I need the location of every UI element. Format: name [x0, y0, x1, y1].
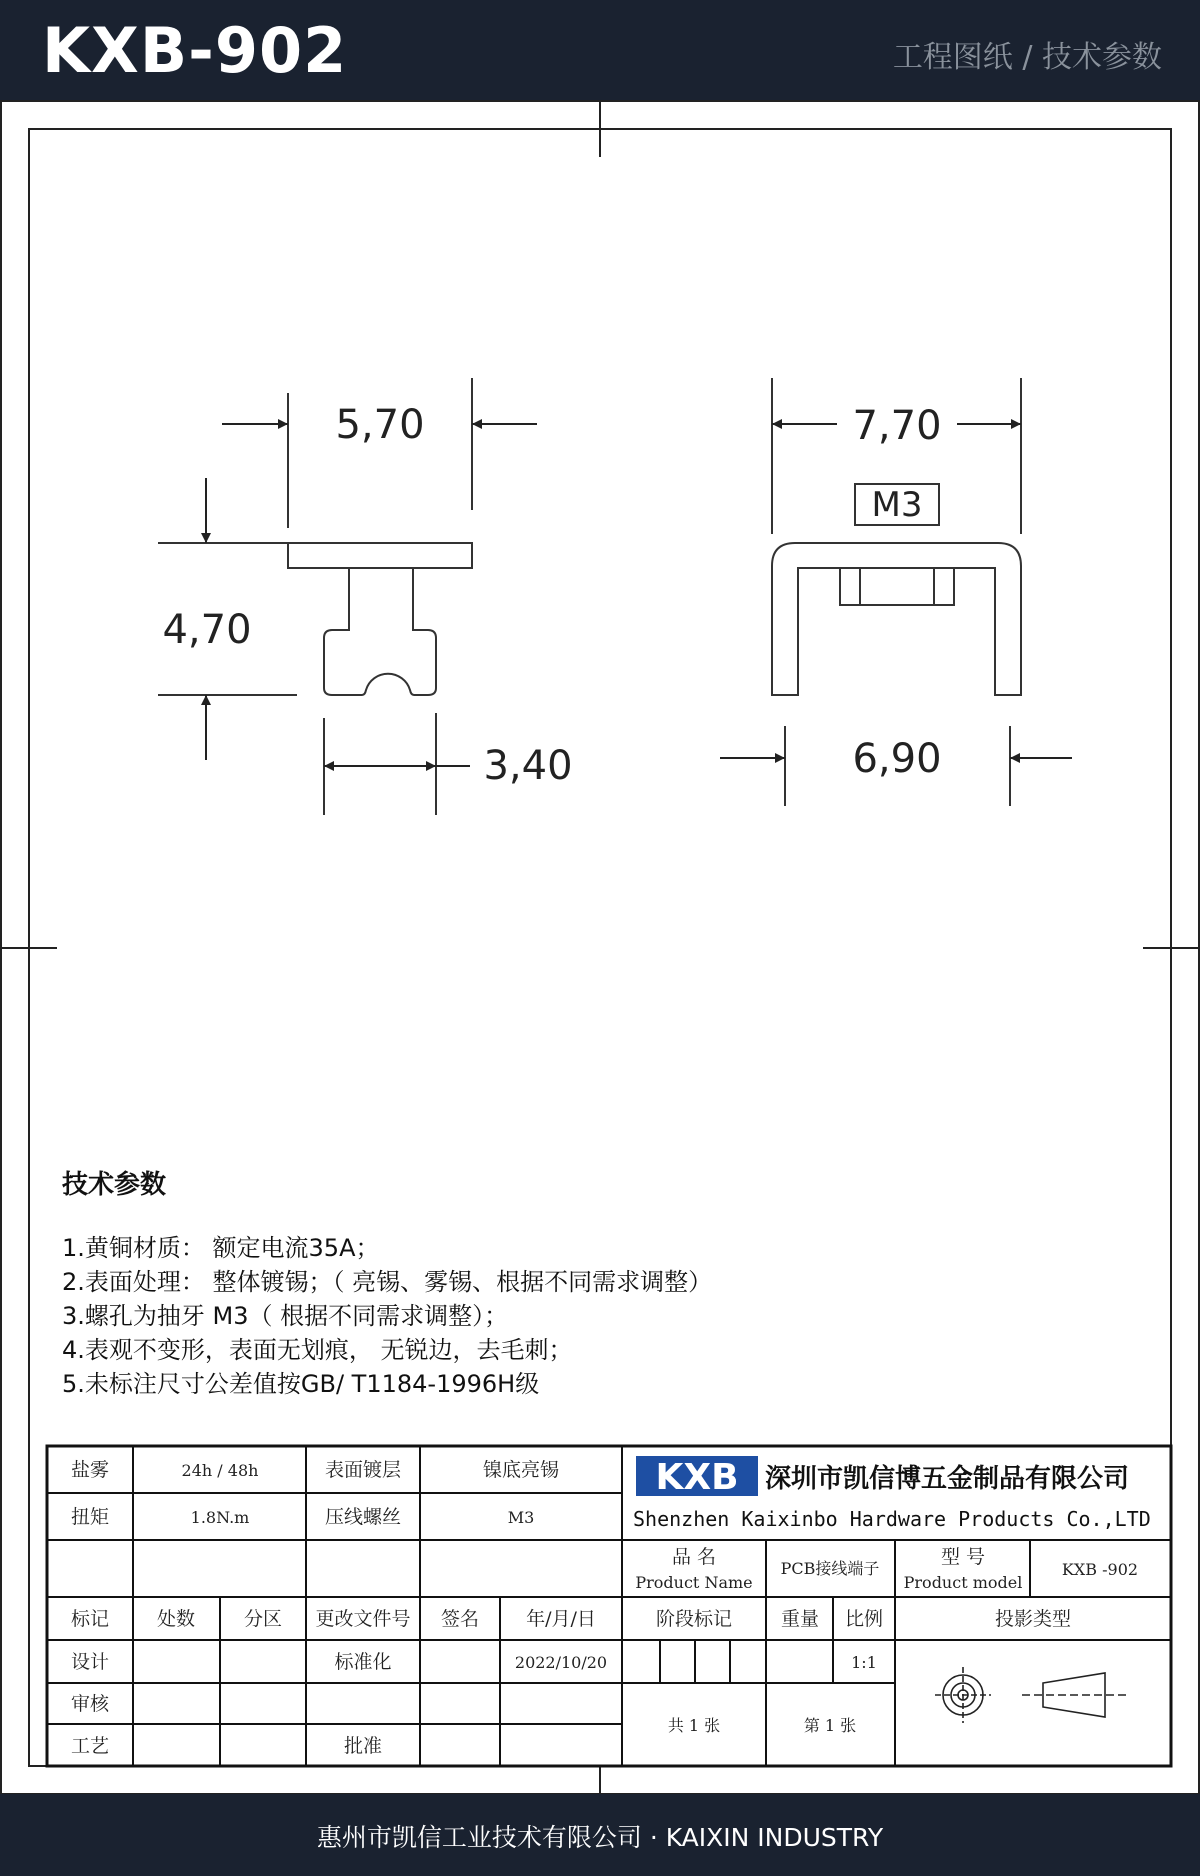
logo-text: KXB	[655, 1457, 739, 1498]
process-label: 工艺	[70, 1735, 110, 1757]
dim-inner-width: 6,90	[852, 736, 942, 782]
torque-value: 1.8N.m	[190, 1508, 250, 1527]
dim-outer-width: 7,70	[852, 403, 942, 449]
header-signature: 签名	[440, 1608, 480, 1630]
tech-param-line-5: 5.未标注尺寸公差值按GB/ T1184-1996H级	[62, 1370, 540, 1398]
screw-label: 压线螺丝	[324, 1506, 402, 1528]
tech-param-line-1: 1.黄铜材质： 额定电流35A；	[62, 1234, 380, 1262]
title-block	[47, 1446, 1171, 1766]
tech-params	[62, 1164, 1142, 1401]
tech-params-title: 技术参数	[62, 1170, 167, 1200]
left-dimension-lines	[206, 424, 537, 766]
header-weight: 重量	[780, 1608, 820, 1630]
standardization-label: 标准化	[334, 1651, 392, 1673]
torque-label: 扭矩	[70, 1506, 110, 1528]
header-date: 年/月/日	[526, 1608, 596, 1630]
review-label: 审核	[70, 1693, 110, 1715]
footer-text: 惠州市凯信工业技术有限公司 · KAIXIN INDUSTRY	[316, 1823, 884, 1852]
design-date: 2022/10/20	[514, 1653, 608, 1672]
footer-bar	[0, 1794, 1200, 1876]
thread-label: M3	[871, 485, 923, 525]
model-title: KXB-902	[42, 14, 348, 87]
projection-symbol-icon	[935, 1667, 1130, 1723]
sheet-number: 第 1 张	[803, 1716, 857, 1735]
tech-param-line-3: 3.螺孔为抽牙 M3（ 根据不同需求调整）；	[62, 1302, 509, 1330]
product-model-label-en: Product model	[903, 1573, 1023, 1592]
header-change-doc: 更改文件号	[315, 1608, 411, 1630]
salt-spray-value: 24h / 48h	[181, 1461, 259, 1480]
product-name-label-cn: 品 名	[671, 1546, 717, 1568]
dim-height: 4,70	[162, 607, 252, 653]
header-count: 处数	[156, 1608, 196, 1630]
design-label: 设计	[70, 1651, 110, 1673]
product-model-label-cn: 型 号	[940, 1546, 986, 1568]
tech-param-line-4: 4.表观不变形，表面无划痕， 无锐边，去毛刺；	[62, 1336, 573, 1364]
header-projection: 投影类型	[994, 1608, 1072, 1630]
header-zone: 分区	[243, 1608, 283, 1630]
scale-value: 1:1	[851, 1653, 877, 1672]
plating-value: 镍底亮锡	[482, 1459, 560, 1481]
header-stage: 阶段标记	[655, 1608, 733, 1630]
product-name-value: PCB接线端子	[780, 1559, 880, 1578]
plating-label: 表面镀层	[324, 1459, 402, 1481]
sheets-total: 共 1 张	[667, 1716, 721, 1735]
tech-param-line-2: 2.表面处理： 整体镀锡；（ 亮锡、雾锡、根据不同需求调整）	[62, 1268, 713, 1296]
approve-label: 批准	[343, 1735, 383, 1757]
dim-top-width: 5,70	[335, 402, 425, 448]
screw-value: M3	[507, 1508, 535, 1527]
company-name-cn: 深圳市凯信博五金制品有限公司	[765, 1464, 1130, 1494]
product-name-label-en: Product Name	[635, 1573, 753, 1592]
dim-bottom-width: 3,40	[483, 743, 573, 789]
header-scale: 比例	[844, 1608, 884, 1630]
product-model-value: KXB -902	[1061, 1560, 1139, 1579]
company-name-en: Shenzhen Kaixinbo Hardware Products Co.,LTD	[633, 1507, 1151, 1531]
header-subtitle: 工程图纸 / 技术参数	[892, 40, 1162, 75]
header-mark: 标记	[70, 1608, 110, 1630]
salt-spray-label: 盐雾	[70, 1459, 110, 1481]
